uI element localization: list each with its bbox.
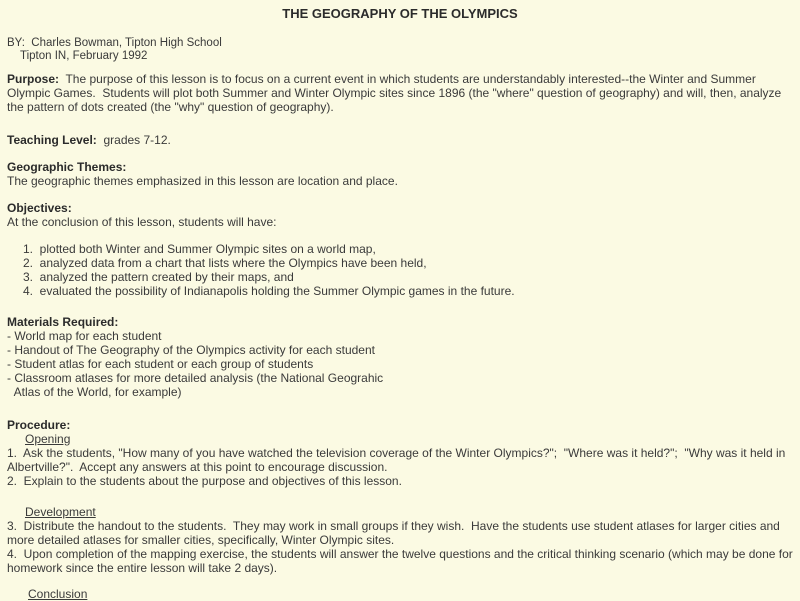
teaching-level-label: Teaching Level: [7,133,97,147]
procedure-development-block [7,505,797,575]
procedure-opening-block [7,432,793,488]
byline [7,37,793,63]
purpose-label: Purpose: [7,72,60,86]
page-title: THE GEOGRAPHY OF THE OLYMPICS [282,6,518,21]
objectives-label: Objectives: [7,201,72,215]
development-heading: Development [25,505,96,519]
procedure-label: Procedure: [7,418,71,432]
procedure-step: 3. Distribute the handout to the students. They may work in small groups if they wish. Have the students use student atlases for larger cities and more detailed atlases for smaller cities, specifically, Winter Olympic sites. [7,519,784,547]
objectives-section [7,201,793,229]
byline-date: Tipton IN, February 1992 [20,50,148,62]
materials-section [7,315,793,399]
materials-label: Materials Required: [7,315,119,329]
procedure-step: 1. Ask the students, "How many of you have watched the television coverage of the Winter Olympics?"; "Where was it held?"; "Why was it held in Albertville?". Accept any answers at this point to encourage discussion. [7,446,788,474]
geographic-themes-text: The geographic themes emphasized in this lesson are location and place. [7,174,398,188]
objective-item: 3. analyzed the pattern created by their maps, and [23,270,294,284]
objectives-intro: At the conclusion of this lesson, students will have: [7,215,277,229]
material-item: - World map for each student [7,329,162,343]
procedure-step: 2. Explain to the students about the purpose and objectives of this lesson. [7,474,402,488]
procedure-conclusion-block [7,587,793,601]
objective-item: 4. evaluated the possibility of Indianapolis holding the Summer Olympic games in the future. [23,284,515,298]
geographic-themes-label: Geographic Themes: [7,160,127,174]
geographic-themes-section [7,160,793,188]
objective-item: 2. analyzed data from a chart that lists where the Olympics have been held, [23,256,427,270]
purpose-text: The purpose of this lesson is to focus on a current event in which students are understandably interested--the Winter and Summer Olympic Games. Students will plot both Summer and Winter Olympic sites since 1896 (the "where" question of geography) and will, then, analyze the pattern of dots created (the "why" question of geography). [7,72,785,114]
procedure-section [7,418,797,601]
byline-author: BY: Charles Bowman, Tipton High School [7,37,222,49]
objective-item: 1. plotted both Winter and Summer Olympic sites on a world map, [23,242,376,256]
conclusion-heading: Conclusion [28,587,88,601]
purpose-paragraph [7,72,793,114]
procedure-step: 4. Upon completion of the mapping exercise, the students will answer the twelve questions and the critical thinking scenario (which may be done for homework since the entire lesson will take 2 days). [7,547,797,575]
material-item: Atlas of the World, for example) [7,385,182,399]
teaching-level-value: grades 7-12. [96,133,171,147]
material-item: - Handout of The Geography of the Olympics activity for each student [7,343,375,357]
teaching-level-paragraph [7,133,793,147]
material-item: - Classroom atlases for more detailed analysis (the National Geograhic [7,371,384,385]
opening-heading: Opening [25,432,71,446]
material-item: - Student atlas for each student or each group of students [7,357,314,371]
objectives-list [23,242,793,298]
